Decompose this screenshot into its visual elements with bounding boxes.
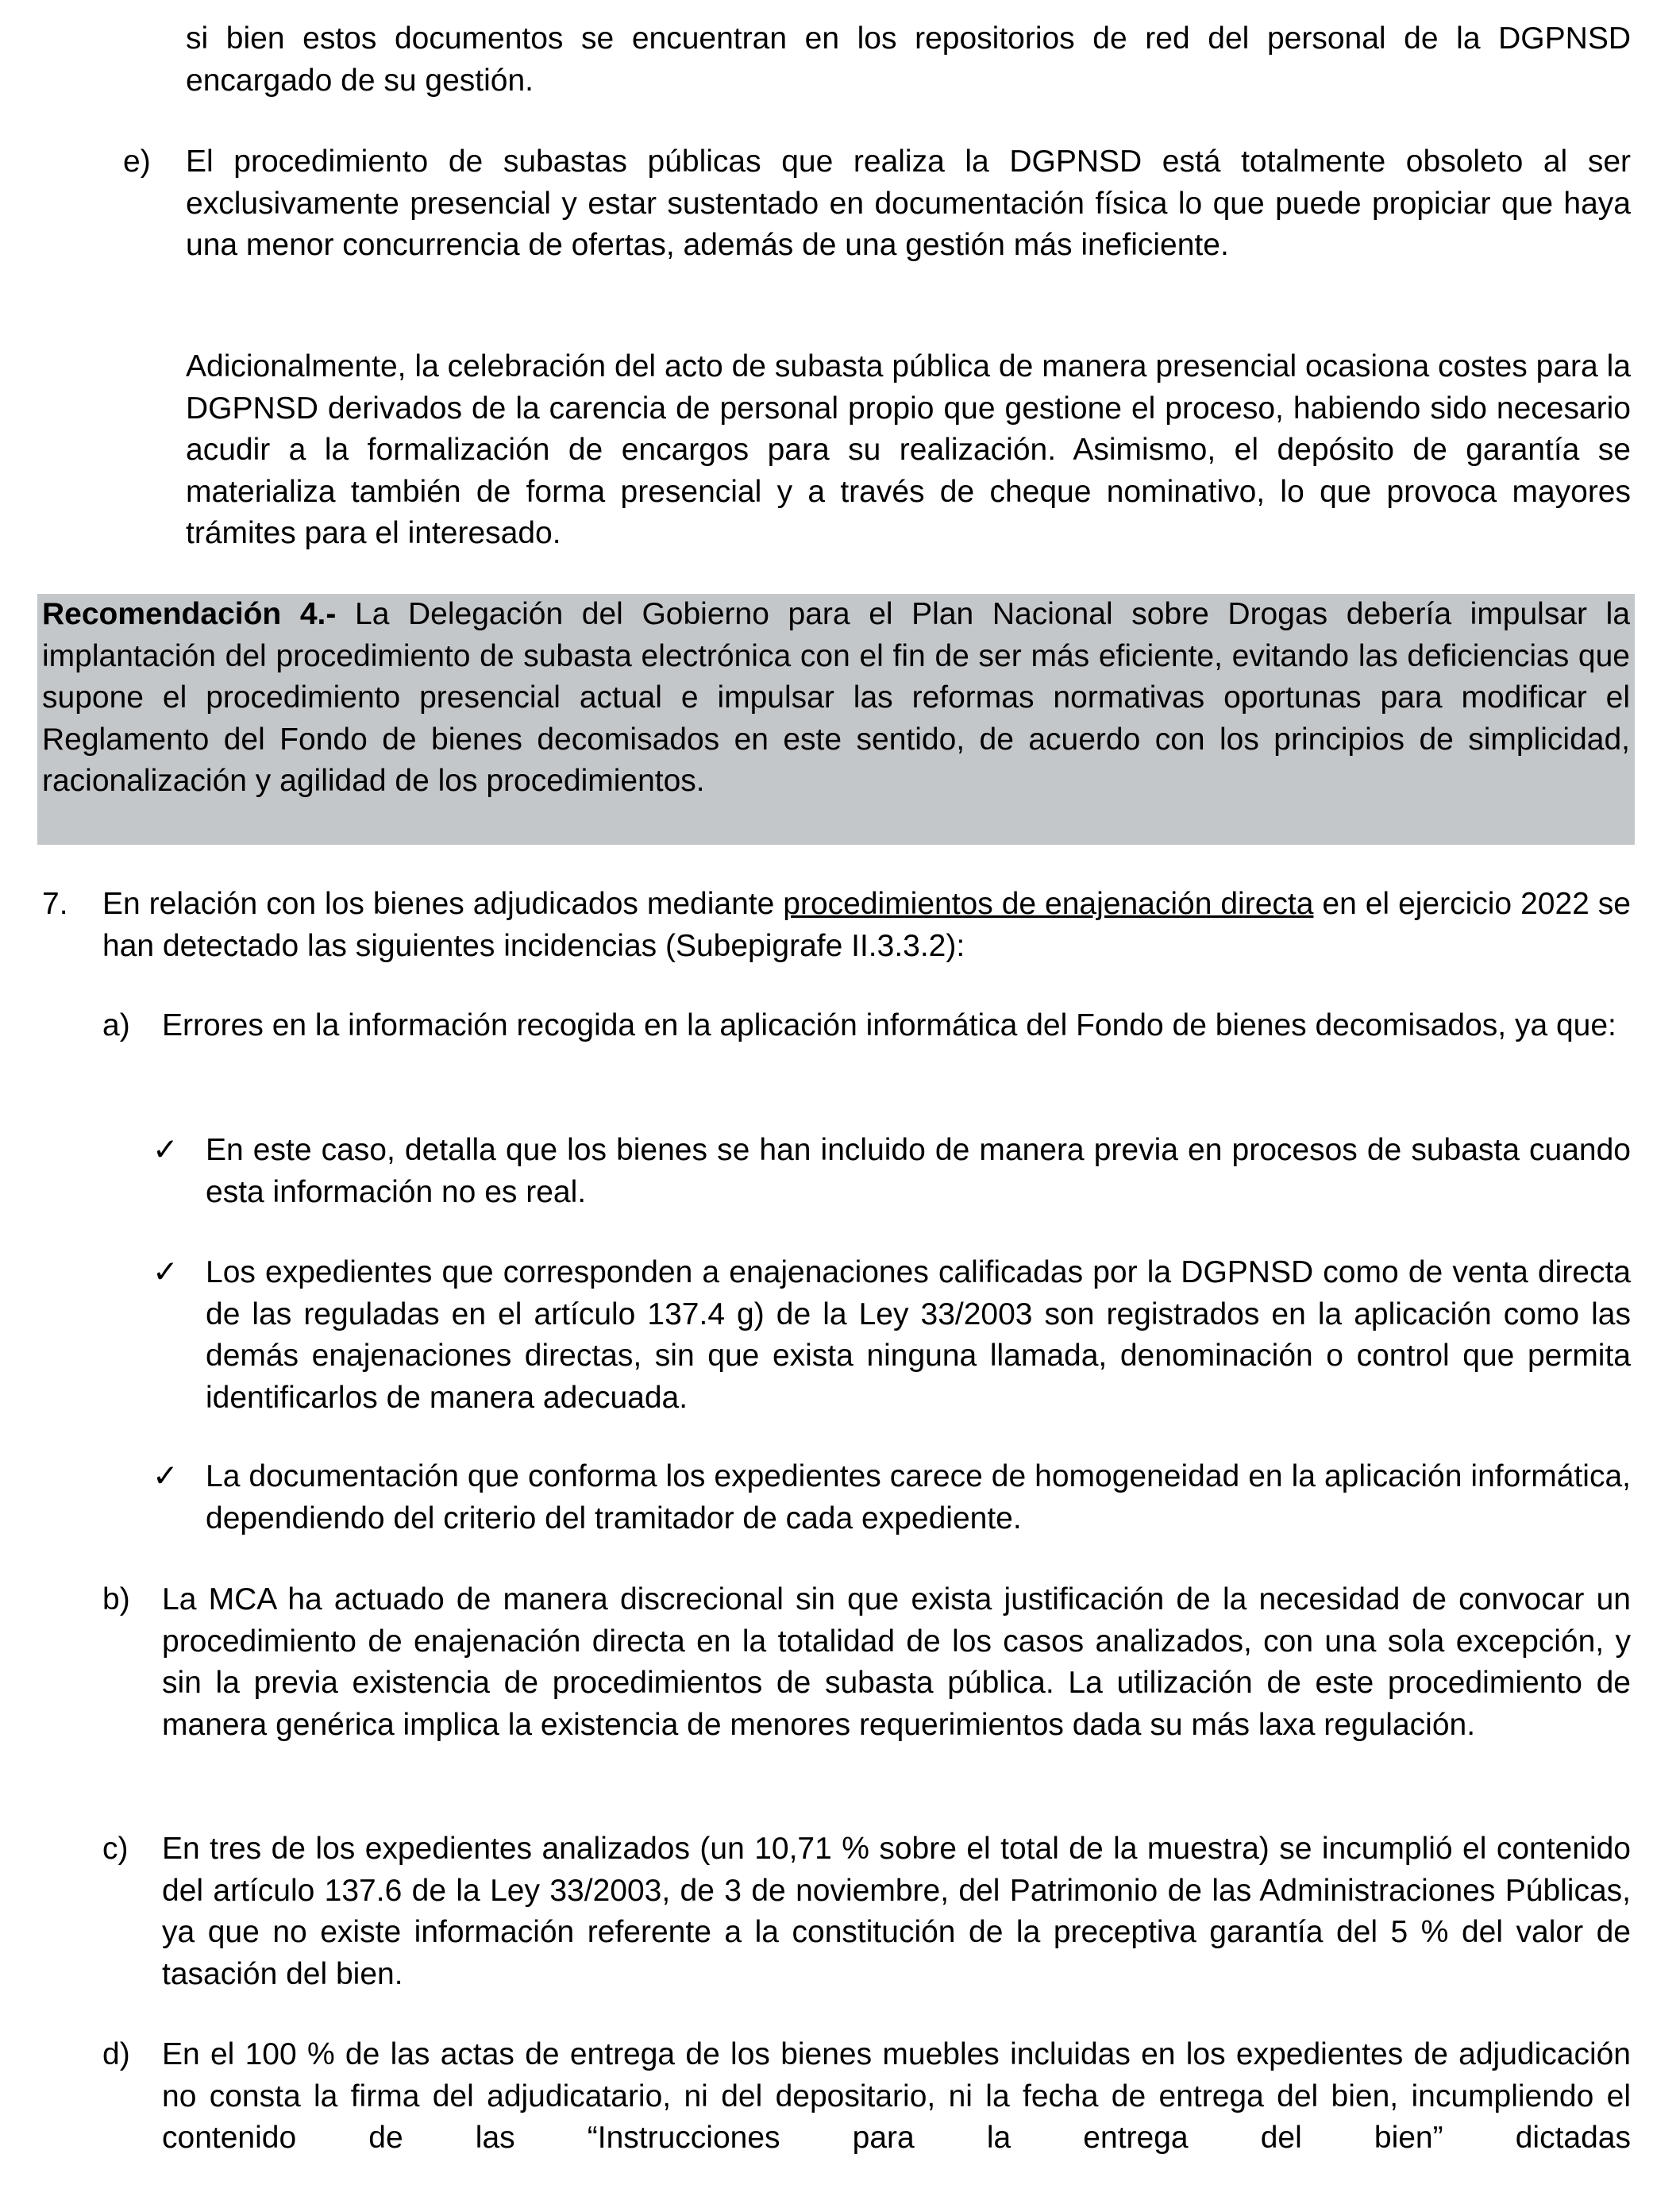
list-label-c: c): [102, 1832, 129, 1866]
recommendation-body: La Delegación del Gobierno para el Plan Nacional sobre Drogas debería impulsar la implantación del procedimiento de subasta electrónica con el fin de ser más eficiente, evitando las deficiencias que supone el procedimiento presencial actual e impulsar las reformas normativas oportunas para modificar el Reglamento del Fondo de bienes decomisados en este sentido, de acuerdo con los principios de simplicidad, racionalización y agilidad de los procedimientos.: [42, 597, 1631, 798]
recommendation-text: [42, 594, 1630, 803]
paragraph-e-additional: Adicionalmente, la celebración del acto de subasta pública de manera presencial ocasiona costes para la DGPNSD derivados de la carencia de personal propio que gestione el proceso, habiendo sido necesario acudir a la formalización de encargos para su realización. Asimismo, el depósito de garantía se materializa también de forma presencial y a través de cheque nominativo, lo que provoca mayores trámites para el interesado.: [186, 349, 1631, 550]
checkmark-icon: ✓: [152, 1459, 179, 1493]
check-item-1: En este caso, detalla que los bienes se han incluido de manera previa en procesos de subasta cuando esta información no es real.: [206, 1133, 1631, 1209]
list-label-a: a): [102, 1008, 130, 1042]
check-item-3: La documentación que conforma los expedientes carece de homogeneidad en la aplicación informática, dependiendo del criterio del tramitador de cada expediente.: [206, 1459, 1631, 1535]
check-item-2: Los expedientes que corresponden a enajenaciones calificadas por la DGPNSD como de venta directa de las reguladas en el artículo 137.4 g) de la Ley 33/2003 son registrados en la aplicación como las demás enajenaciones directas, sin que exista ninguna llamada, denominación o control que permita identificarlos de manera adecuada.: [206, 1255, 1631, 1415]
paragraph-b: La MCA ha actuado de manera discrecional sin que exista justificación de la necesidad de convocar un procedimiento de enajenación directa en la totalidad de los casos analizados, con una sola excepción, y sin la previa existencia de procedimientos de subasta pública. La utilización de este procedimiento de manera genérica implica la existencia de menores requerimientos dada su más laxa regulación.: [162, 1582, 1631, 1742]
paragraph-d: En el 100 % de las actas de entrega de los bienes muebles incluidas en los expedientes de adjudicación no consta la firma del adjudicatario, ni del depositario, ni la fecha de entrega del bien, incumpliendo el contenido de las “Instrucciones para la entrega del bien” dictadas: [162, 2037, 1631, 2155]
checkmark-icon: ✓: [152, 1255, 179, 1289]
underlined-term: procedimientos de enajenación directa: [783, 887, 1314, 921]
list-label-d: d): [102, 2037, 130, 2071]
checkmark-icon: ✓: [152, 1133, 179, 1167]
list-label-b: b): [102, 1582, 130, 1616]
paragraph-e: El procedimiento de subastas públicas que realiza la DGPNSD está totalmente obsoleto al ser exclusivamente presencial y estar sustentado en documentación física lo que puede propiciar que haya una menor concurrencia de ofertas, además de una gestión más ineficiente.: [186, 144, 1631, 262]
paragraph-c: En tres de los expedientes analizados (un 10,71 % sobre el total de la muestra) se incumplió el contenido del artículo 137.6 de la Ley 33/2003, de 3 de noviembre, del Patrimonio de las Administraciones Públicas, ya que no existe información referente a la constitución de la preceptiva garantía del 5 % del valor de tasación del bien.: [162, 1832, 1631, 1991]
list-label-7: 7.: [42, 887, 68, 921]
paragraph-a: Errores en la información recogida en la aplicación informática del Fondo de bienes decomisados, ya que:: [162, 1008, 1616, 1042]
recommendation-box: [37, 594, 1635, 845]
list-label-e: e): [123, 144, 151, 179]
paragraph-7: [102, 884, 1631, 967]
text: en el ejercicio 2022 se han detectado las siguientes incidencias (Subepigrafe II.3.3.2):: [102, 887, 1631, 963]
text: En relación con los bienes adjudicados mediante: [102, 887, 784, 921]
paragraph-intro-continuation: si bien estos documentos se encuentran en los repositorios de red del personal de la DGPNSD encargado de su gestión.: [186, 21, 1631, 98]
recommendation-title: Recomendación 4.-: [42, 597, 337, 631]
